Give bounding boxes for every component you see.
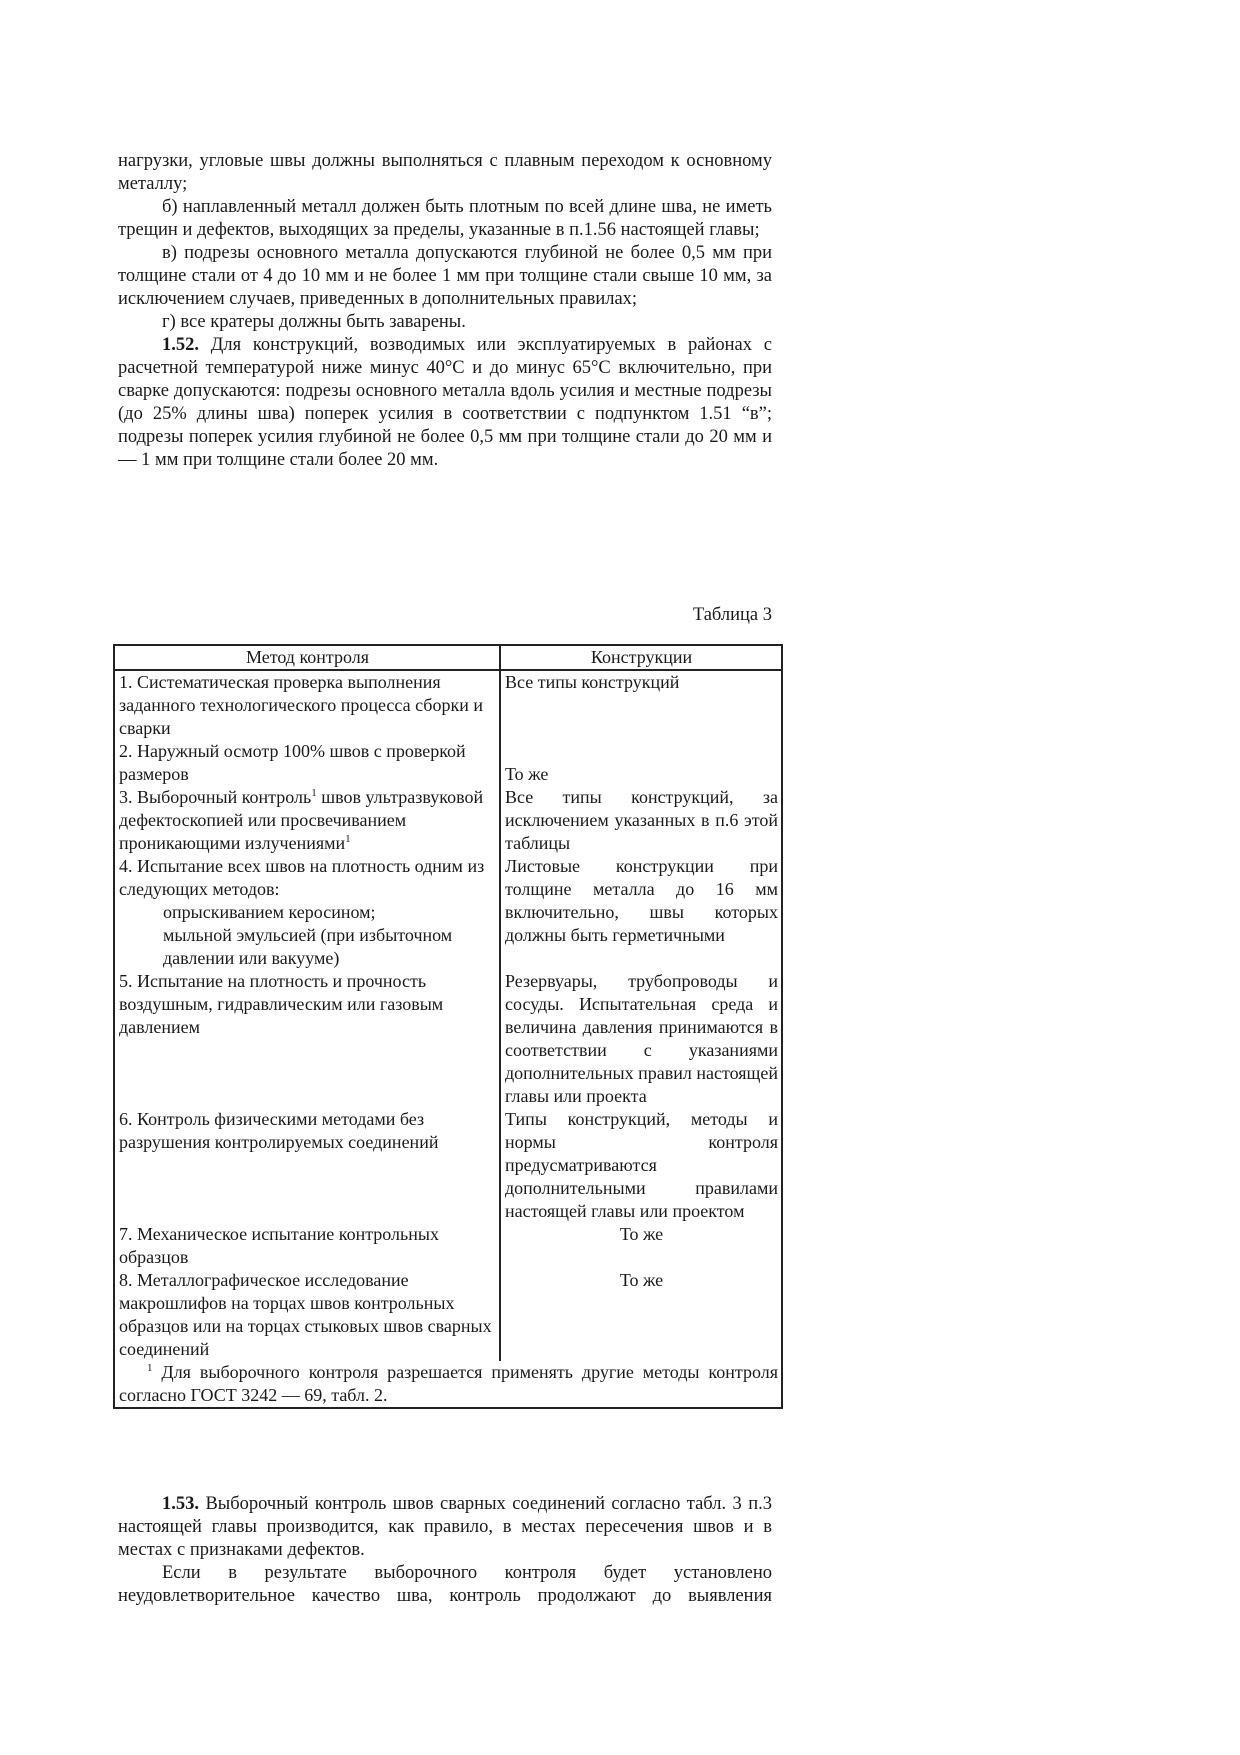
table-caption: Таблица 3 [692, 605, 772, 625]
method-cell: 5. Испытание на плотность и прочность воздушным, гидравлическим или газовым давлением [114, 970, 500, 1108]
paragraph-item-v: в) подрезы основного металла допускаются глубиной не более 0,5 мм при толщине стали от 4 до 10 мм и не более 1 мм при толщине стали свыше 10 мм, за исключением случаев, приведенных в дополнительных правилах; [118, 243, 772, 309]
clause-1-52 [118, 334, 772, 472]
constructions-cell: Листовые конструкции при толщине металла до 16 мм включительно, швы которых должны быть герметичными [500, 855, 782, 970]
constructions-cell: Резервуары, трубопроводы и сосуды. Испытательная среда и величина давления принимаются в соответствии с указаниями дополнительных правил настоящей главы или проекта [500, 970, 782, 1108]
clause-1-53-number: 1.53. [162, 1494, 199, 1514]
footnote-ref: 1 [311, 787, 317, 799]
footnote-mark: 1 [147, 1362, 153, 1374]
control-methods-table [113, 644, 783, 1409]
table-row [114, 1269, 782, 1361]
clause-1-53 [118, 1493, 772, 1562]
method-text: 4. Испытание всех швов на плотность одним из следующих методов: [119, 856, 485, 899]
header-method: Метод контроля [114, 645, 500, 670]
table-header-row [114, 645, 782, 670]
paragraph-continuation: нагрузки, угловые швы должны выполняться с плавным переходом к основному металлу; [118, 151, 772, 194]
table-row [114, 1223, 782, 1269]
constructions-cell [500, 740, 782, 786]
clause-1-53-text: Выборочный контроль швов сварных соединений согласно табл. 3 п.3 настоящей главы производится, как правило, в местах пересечения швов и в местах с признаками дефектов. [118, 1494, 772, 1560]
constructions-cell: То же [500, 1269, 782, 1361]
method-sub-item: опрыскиванием керосином; [163, 902, 376, 922]
table-row [114, 1108, 782, 1223]
table-footnote-row [114, 1361, 782, 1408]
constructions-cell: Все типы конструкций, за исключением указанных в п.6 этой таблицы [500, 786, 782, 855]
method-cell: 3. Выборочный контроль$^1$ швов ультразвуковой дефектоскопией или просвечиванием проникающими излучениями$^1$ [114, 786, 500, 855]
paragraph-item-g: г) все кратеры должны быть заварены. [162, 312, 466, 332]
method-cell: 7. Механическое испытание контрольных образцов [114, 1223, 500, 1269]
method-cell: 8. Металлографическое исследование макрошлифов на торцах швов контрольных образцов или на торцах стыковых швов сварных соединений [114, 1269, 500, 1361]
method-cell: 6. Контроль физическими методами без разрушения контролируемых соединений [114, 1108, 500, 1223]
constructions-text: То же [505, 764, 549, 784]
footnote-ref: 1 [345, 833, 351, 845]
table-row [114, 670, 782, 740]
bottom-text-block [118, 1493, 772, 1608]
table-row [114, 786, 782, 855]
header-constructions: Конструкции [500, 645, 782, 670]
paragraph-item-b: б) наплавленный металл должен быть плотным по всей длине шва, не иметь трещин и дефектов, выходящих за пределы, указанные в п.1.56 настоящей главы; [118, 197, 772, 240]
clause-1-52-text: Для конструкций, возводимых или эксплуатируемых в районах с расчетной температурой ниже минус 40°С и до минус 65°С включительно, при сварке допускаются: подрезы основного металла вдоль усилия и местные подрезы (до 25% длины шва) поперек усилия в соответствии с подпунктом 1.51 “в”; подрезы поперек усилия глубиной не более 0,5 мм при толщине стали до 20 мм и — 1 мм при толщине стали более 20 мм. [118, 335, 772, 470]
constructions-cell: Все типы конструкций [500, 670, 782, 740]
constructions-cell: То же [500, 1223, 782, 1269]
method-sub-item: мыльной эмульсией (при избыточном давлении или вакууме) [163, 925, 453, 968]
method-cell [114, 855, 500, 970]
footnote-text: Для выборочного контроля разрешается применять другие методы контроля согласно ГОСТ 3242 — 69, табл. 2. [119, 1362, 778, 1405]
clause-1-52-number: 1.52. [162, 335, 199, 355]
table-row [114, 855, 782, 970]
method-cell: 2. Наружный осмотр 100% швов с проверкой размеров [114, 740, 500, 786]
constructions-cell: Типы конструкций, методы и нормы контроля предусматриваются дополнительными правилами настоящей главы или проектом [500, 1108, 782, 1223]
method-cell: 1. Систематическая проверка выполнения заданного технологического процесса сборки и сварки [114, 670, 500, 740]
paragraph-continuation-bottom: Если в результате выборочного контроля будет установлено неудовлетворительное качество шва, контроль продолжают до выявления [118, 1563, 772, 1606]
top-text-block [118, 150, 772, 472]
table-row [114, 740, 782, 786]
table-footnote [114, 1361, 782, 1408]
table-row [114, 970, 782, 1108]
